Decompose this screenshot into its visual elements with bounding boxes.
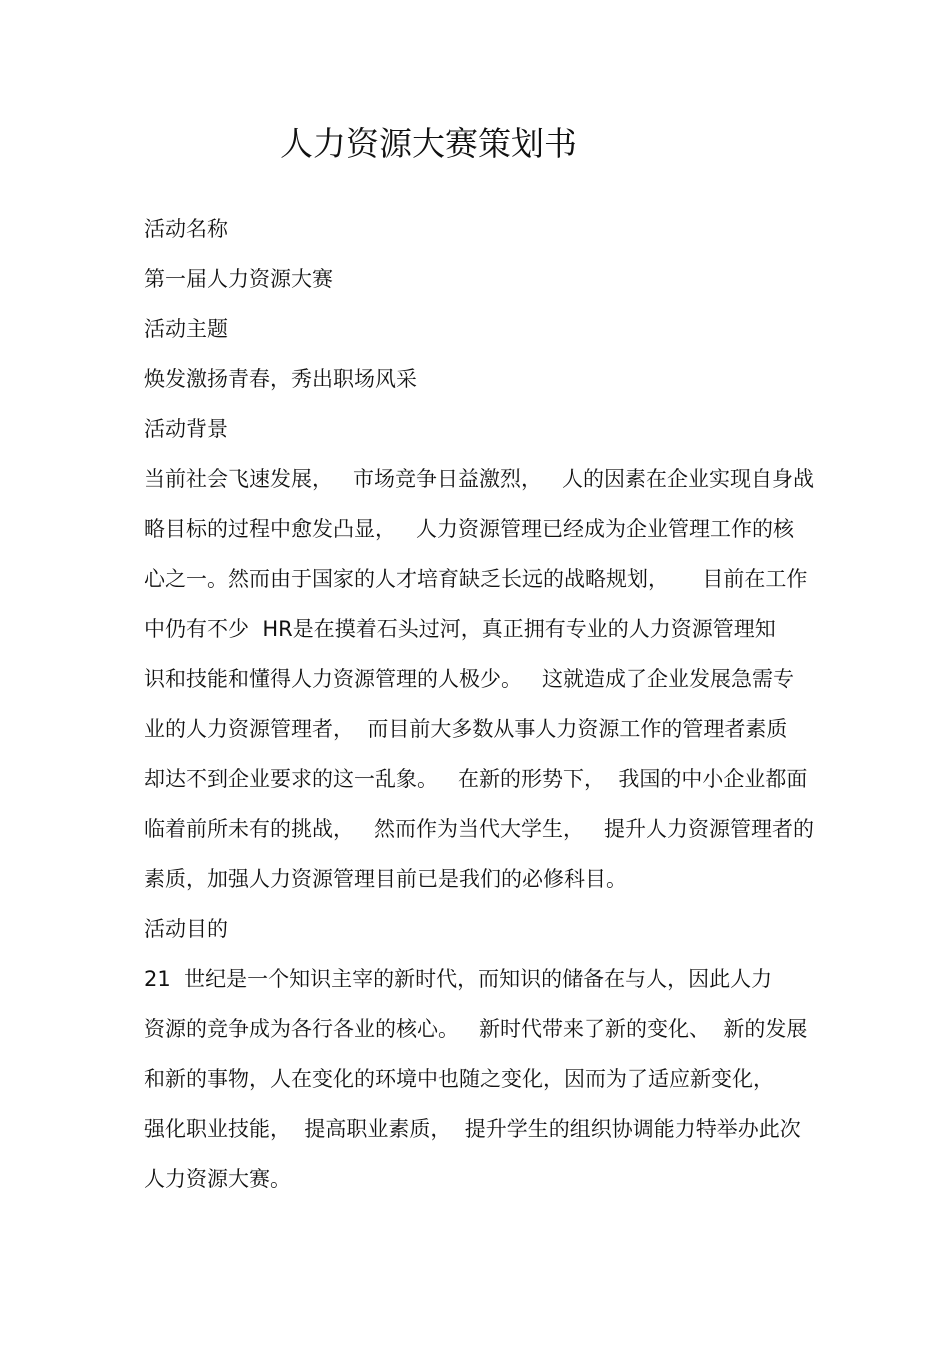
background-line: 素质，加强人力资源管理目前已是我们的必修科目。 xyxy=(144,867,627,891)
section-heading-theme: 活动主题 xyxy=(144,317,228,341)
purpose-line: 和新的事物，人在变化的环境中也随之变化，因而为了适应新变化， xyxy=(144,1067,774,1091)
background-line: 识和技能和懂得人力资源管理的人极少。 这就造成了企业发展急需专 xyxy=(144,667,795,691)
section-heading-purpose: 活动目的 xyxy=(144,917,228,941)
background-line: 心之一。然而由于国家的人才培育缺乏长远的战略规划， 目前在工作 xyxy=(144,567,808,591)
purpose-line: 强化职业技能， 提高职业素质， 提升学生的组织协调能力特举办此次 xyxy=(144,1117,801,1141)
background-line: 当前社会飞速发展， 市场竞争日益激烈， 人的因素在企业实现自身战 xyxy=(144,467,815,491)
background-line: 中仍有不少 HR是在摸着石头过河，真正拥有专业的人力资源管理知 xyxy=(144,617,776,641)
section-heading-name: 活动名称 xyxy=(144,217,228,241)
background-line: 略目标的过程中愈发凸显， 人力资源管理已经成为企业管理工作的核 xyxy=(144,517,795,541)
purpose-line: 资源的竞争成为各行各业的核心。 新时代带来了新的变化、 新的发展 xyxy=(144,1017,808,1041)
background-line: 临着前所未有的挑战， 然而作为当代大学生， 提升人力资源管理者的 xyxy=(144,817,815,841)
background-line: 业的人力资源管理者， 而目前大多数从事人力资源工作的管理者素质 xyxy=(144,717,788,741)
section-heading-background: 活动背景 xyxy=(144,417,228,441)
document-title: 人力资源大赛策划书 xyxy=(280,124,577,163)
background-line: 却达不到企业要求的这一乱象。 在新的形势下， 我国的中小企业都面 xyxy=(144,767,808,791)
purpose-line: 人力资源大赛。 xyxy=(144,1167,291,1191)
section-value-name: 第一届人力资源大赛 xyxy=(144,267,333,291)
section-value-theme: 焕发激扬青春，秀出职场风采 xyxy=(144,367,417,391)
purpose-line: 21 世纪是一个知识主宰的新时代，而知识的储备在与人，因此人力 xyxy=(144,967,773,991)
